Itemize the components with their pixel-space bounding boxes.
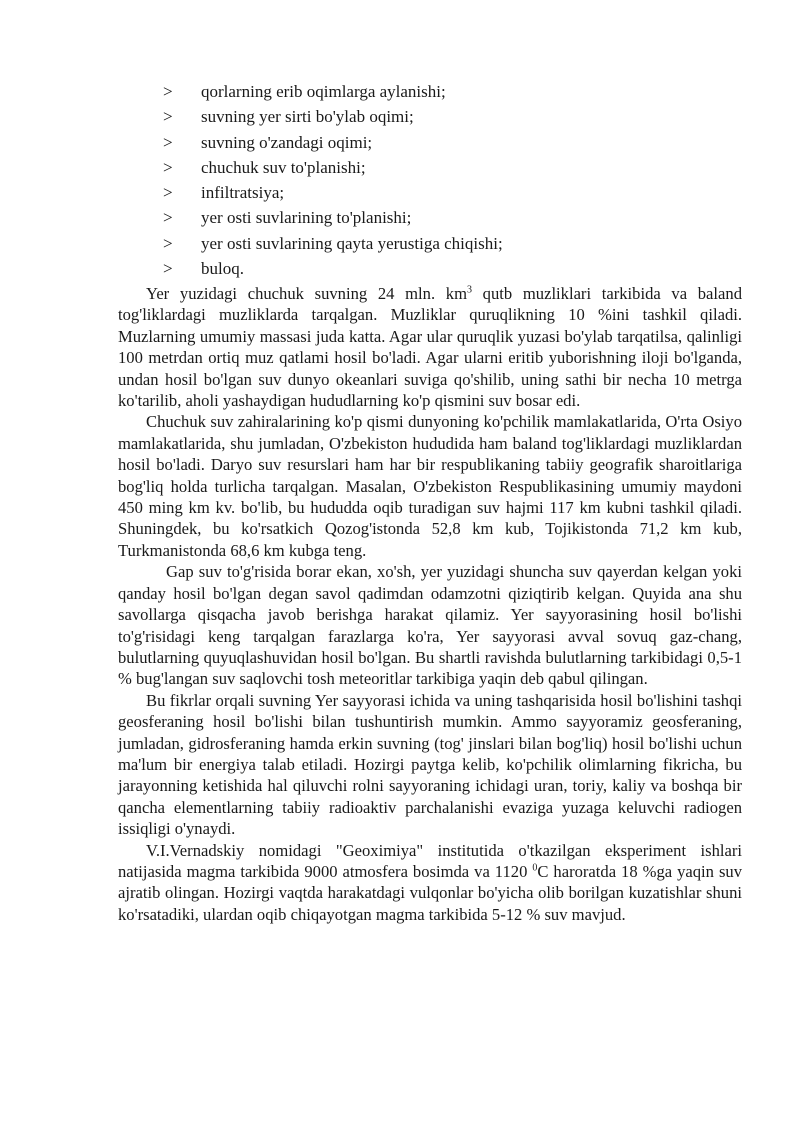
bullet-marker: > xyxy=(163,233,173,253)
bullet-marker: > xyxy=(163,82,173,101)
bullet-item xyxy=(163,180,723,205)
paragraph-freshwater-reserves: Chuchuk suv zahiralarining ko'p qismi dunyoning ko'pchilik mamlakatlarida, O'rta Osiyo mamlakatlarida, shu jumladan, O'zbekiston hududida ham baland tog'liklardagi muzliklardan hosil bo'ladi. Daryo suv resurslari ham har bir respublikaning tabiiy geografik sharoitlariga bog'liq holda turlicha tarqalgan. Masalan, O'zbekiston Respublikasining umumiy maydoni 450 ming km kv. bo'lib, bu hududda oqib turadigan suv hajmi 117 km kubni tashkil qiladi. Shuningdek, bu ko'rsatkich Qozog'istonda 52,8 km kub, Tojikistonda 71,2 km kub, Turkmanistonda 68,6 km kubga teng. xyxy=(118,412,742,560)
bullet-item xyxy=(163,130,723,155)
bullet-item xyxy=(163,231,723,256)
superscript: 3 xyxy=(467,284,472,296)
bullet-item xyxy=(163,256,723,281)
bullet-text: suvning yer sirti bo'ylab oqimi; xyxy=(201,107,414,127)
bullet-item xyxy=(163,104,723,129)
bullet-text: infiltratsiya; xyxy=(201,183,285,203)
paragraph-water-origin: Gap suv to'g'risida borar ekan, xo'sh, yer yuzidagi shuncha suv qayerdan kelgan yoki qanday hosil bo'lgan degan savol qadimdan odamzotni qiziqtirib kelgan. Quyida ana shu savollarga qisqacha javob berishga harakat qilamiz. Yer sayyorasining hosil bo'lishi to'g'risidagi keng tarqalgan farazlarga ko'ra, Yer sayyorasi avval sovuq gaz-chang, bulutlarning quyuqlashuvidan hosil bo'lgan. Bu shartli ravishda bulutlarning tarkibidagi 0,5-1 % bug'langan suv saqlovchi tosh meteoritlar tarkibiga yaqin deb qabul qilingan. xyxy=(118,562,742,689)
paragraph-glaciers xyxy=(118,283,742,411)
bullet-list xyxy=(163,79,723,281)
bullet-item xyxy=(163,155,723,180)
bullet-text: suvning o'zandagi oqimi; xyxy=(201,132,373,152)
bullet-text: buloq. xyxy=(201,259,244,279)
paragraph-text: V.I.Vernadskiy nomidagi "Geoximiya" institutida o'tkazilgan eksperiment ishlari natijasida magma tarkibida 9000 atmosfera bosimda va 1120 xyxy=(118,840,742,881)
paragraph-geosphere: Bu fikrlar orqali suvning Yer sayyorasi ichida va uning tashqarisida hosil bo'lishini tashqi geosferaning hosil bo'lishi bilan tushuntirish mumkin. Ammo sayyoramiz geosferaning, jumladan, gidrosferaning hamda erkin suvning (tog' jinslari bilan bog'liq) hosil bo'lishi uchun ma'lum bir energiya talab etiladi. Hozirgi paytga kelib, ko'pchilik olimlarning fikricha, bu jarayonning ketishida hal qiluvchi rolni sayyoraning ichidagi uran, toriy, kaliy va boshqa bir qancha elementlarning tabiiy radioaktiv parchalanishi evaziga yuzaga keluvchi radiogen issiqligi o'ynaydi. xyxy=(118,690,742,839)
bullet-text: chuchuk suv to'planishi; xyxy=(201,157,366,177)
paragraph-text: qutb muzliklari tarkibida va baland tog'liklardagi muzliklarda tarqalgan. Muzliklar quruqlikning 10 %ini tashkil qiladi. Muzlarning umumiy massasi juda katta. Agar ular quruqlik yuzasi bo'ylab tarqatilsa, qalinligi 100 metrdan ortiq muz qatlami hosil bo'ladi. Agar ularni eritib yuborishning iloji bo'lganda, undan hosil bo'lgan suv dunyo okeanlari suviga qo'shilib, uning sathi bir necha 10 metrga ko'tarilib, aholi yashaydigan hududlarning ko'p qismini suv bosar edi. xyxy=(118,284,742,411)
bullet-item xyxy=(163,79,723,104)
bullet-item xyxy=(163,205,723,230)
paragraph-text: C haroratda 18 %ga yaqin suv ajratib olingan. Hozirgi vaqtda harakatdagi vulqonlar bo'yicha olib borilgan kuzatishlar shuni ko'rsatadiki, ulardan oqib chiqayotgan magma tarkibida 5-12 % suv mavjud. xyxy=(118,861,742,924)
bullet-text: yer osti suvlarining to'planishi; xyxy=(201,208,412,228)
bullet-marker: > xyxy=(163,107,173,127)
bullet-marker: > xyxy=(163,157,173,177)
superscript: 0 xyxy=(532,862,538,874)
body-text xyxy=(118,283,742,925)
bullet-text: qorlarning erib oqimlarga aylanishi; xyxy=(201,82,446,101)
bullet-text: yer osti suvlarining qayta yerustiga chiqishi; xyxy=(201,233,503,253)
bullet-marker: > xyxy=(163,259,173,279)
bullet-marker: > xyxy=(163,183,173,203)
paragraph-text: Yer yuzidagi chuchuk suvning 24 mln. km xyxy=(146,284,467,303)
paragraph-magma-experiment xyxy=(118,840,742,926)
bullet-marker: > xyxy=(163,208,173,228)
bullet-marker: > xyxy=(163,132,173,152)
